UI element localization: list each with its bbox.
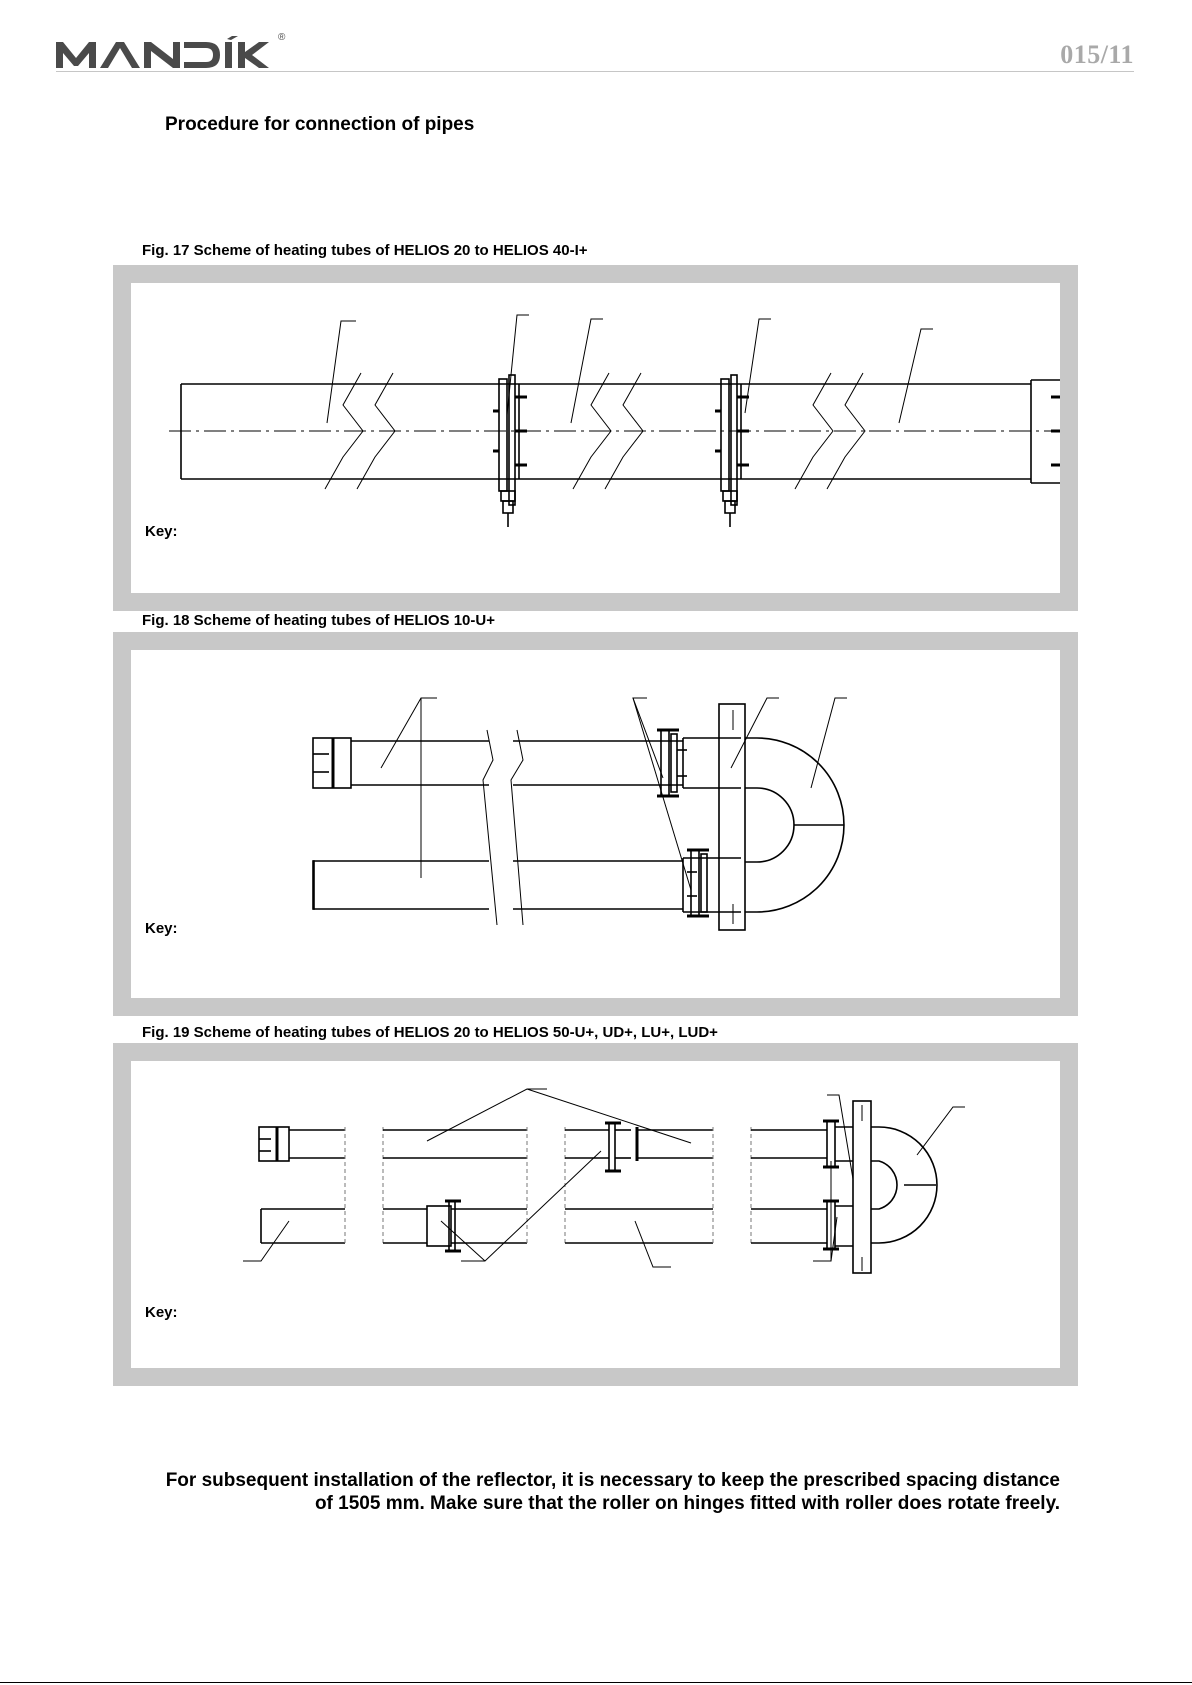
figure-18-key-label: Key:	[145, 920, 178, 937]
mandik-logo	[56, 32, 286, 75]
pipe-clamp-lower	[687, 850, 709, 916]
mandik-logo-mark	[56, 36, 286, 70]
document-number: 015/11	[1060, 40, 1134, 69]
u-tube-diagram	[131, 650, 1060, 998]
figure-17-frame	[113, 265, 1078, 611]
figure-17-key-label: Key:	[145, 523, 178, 540]
header-divider	[56, 71, 1134, 72]
straight-tube-diagram	[131, 283, 1060, 593]
double-u-tube-diagram	[131, 1061, 1060, 1368]
figure-18-caption: Fig. 18 Scheme of heating tubes of HELIOS 10-U+	[142, 612, 495, 629]
pipe-clamp-1	[493, 375, 527, 527]
figure-19-drawing	[131, 1061, 1060, 1368]
u-bend	[745, 738, 844, 912]
lower-pipe	[313, 858, 741, 912]
figure-19-key-label: Key:	[145, 1304, 178, 1321]
figure-18-frame	[113, 632, 1078, 1016]
footer-divider	[0, 1682, 1192, 1683]
installation-note: For subsequent installation of the reflector, it is necessary to keep the prescribed spacing distance of 1505 mm. Make sure that the roller on hinges fitted with roller does rotate freely.	[165, 1470, 1060, 1514]
tube-segment-3	[565, 1123, 713, 1246]
leader-lines	[327, 315, 933, 423]
pipe-clamp-2	[715, 375, 749, 527]
figure-19-frame	[113, 1043, 1078, 1386]
trademark-symbol: ®	[278, 32, 286, 43]
figure-17-drawing	[131, 283, 1060, 593]
tube-segment-2	[383, 1127, 527, 1251]
leader-lines	[243, 1089, 965, 1267]
tube-segment-1	[259, 1127, 345, 1246]
figure-18-drawing	[131, 650, 1060, 998]
page-title: Procedure for connection of pipes	[165, 114, 475, 135]
figure-19-caption: Fig. 19 Scheme of heating tubes of HELIOS 20 to HELIOS 50-U+, UD+, LU+, LUD+	[142, 1024, 718, 1041]
figure-17-caption: Fig. 17 Scheme of heating tubes of HELIOS 20 to HELIOS 40-I+	[142, 242, 588, 259]
